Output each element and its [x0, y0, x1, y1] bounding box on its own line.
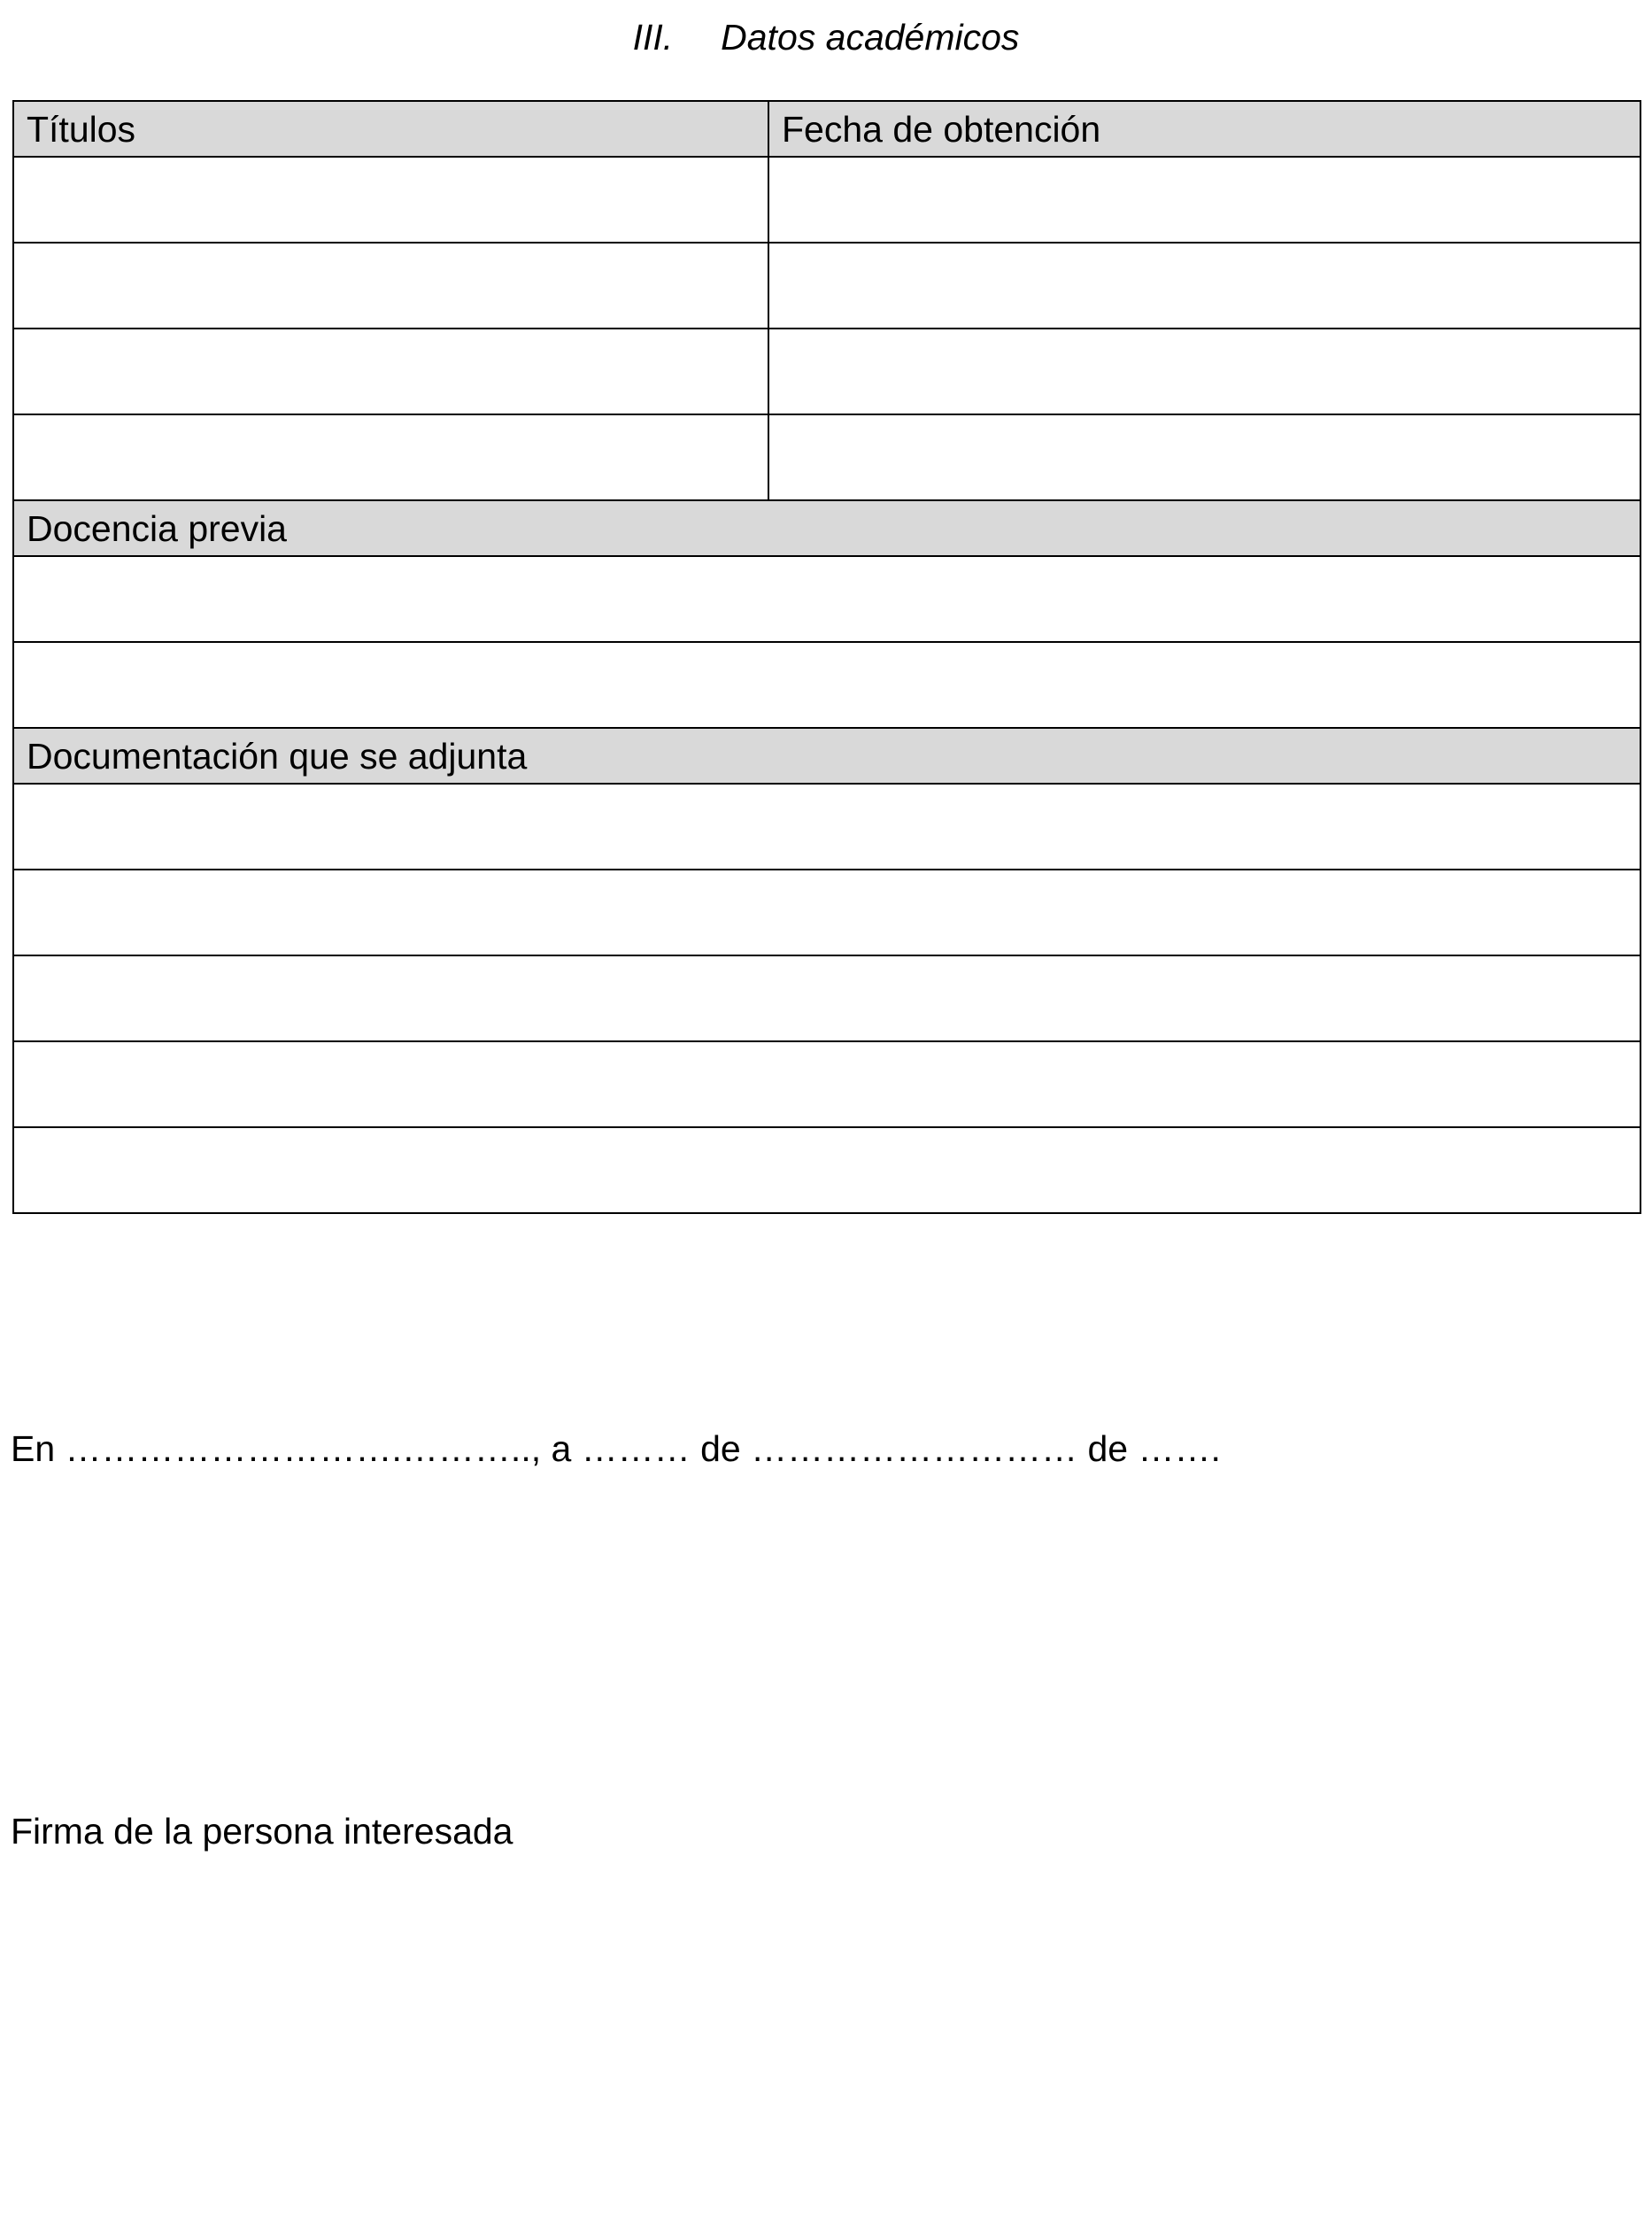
titulos-header: Títulos	[13, 101, 768, 157]
table-header-row	[13, 101, 1640, 157]
fecha-cell[interactable]	[768, 157, 1640, 243]
titulos-row	[13, 157, 1640, 243]
documentacion-cell[interactable]	[13, 955, 1640, 1041]
titulo-cell[interactable]	[13, 157, 768, 243]
documentacion-row	[13, 870, 1640, 955]
section-number: III.	[632, 17, 674, 58]
fecha-obtencion-header: Fecha de obtención	[768, 101, 1640, 157]
docencia-previa-header: Docencia previa	[13, 500, 1640, 556]
fecha-cell[interactable]	[768, 329, 1640, 414]
signature-label: Firma de la persona interesada	[11, 1811, 513, 1852]
section-heading	[0, 12, 1652, 62]
titulos-row	[13, 329, 1640, 414]
documentacion-row	[13, 1127, 1640, 1213]
documentacion-row	[13, 1041, 1640, 1127]
docencia-cell[interactable]	[13, 556, 1640, 642]
documentacion-cell[interactable]	[13, 870, 1640, 955]
titulos-row	[13, 414, 1640, 500]
academic-data-table	[12, 100, 1641, 1214]
documentacion-cell[interactable]	[13, 784, 1640, 870]
documentacion-header-row	[13, 728, 1640, 784]
fecha-cell[interactable]	[768, 414, 1640, 500]
documentacion-header: Documentación que se adjunta	[13, 728, 1640, 784]
section-title: Datos académicos	[721, 17, 1020, 58]
documentacion-row	[13, 784, 1640, 870]
place-date-line: En ……………………….……….., a ……… de ……………………… de …….	[11, 1428, 1221, 1469]
titulo-cell[interactable]	[13, 243, 768, 329]
documentacion-row	[13, 955, 1640, 1041]
docencia-header-row	[13, 500, 1640, 556]
titulo-cell[interactable]	[13, 414, 768, 500]
documentacion-cell[interactable]	[13, 1041, 1640, 1127]
docencia-row	[13, 556, 1640, 642]
docencia-row	[13, 642, 1640, 728]
fecha-cell[interactable]	[768, 243, 1640, 329]
titulo-cell[interactable]	[13, 329, 768, 414]
documentacion-cell[interactable]	[13, 1127, 1640, 1213]
titulos-row	[13, 243, 1640, 329]
docencia-cell[interactable]	[13, 642, 1640, 728]
